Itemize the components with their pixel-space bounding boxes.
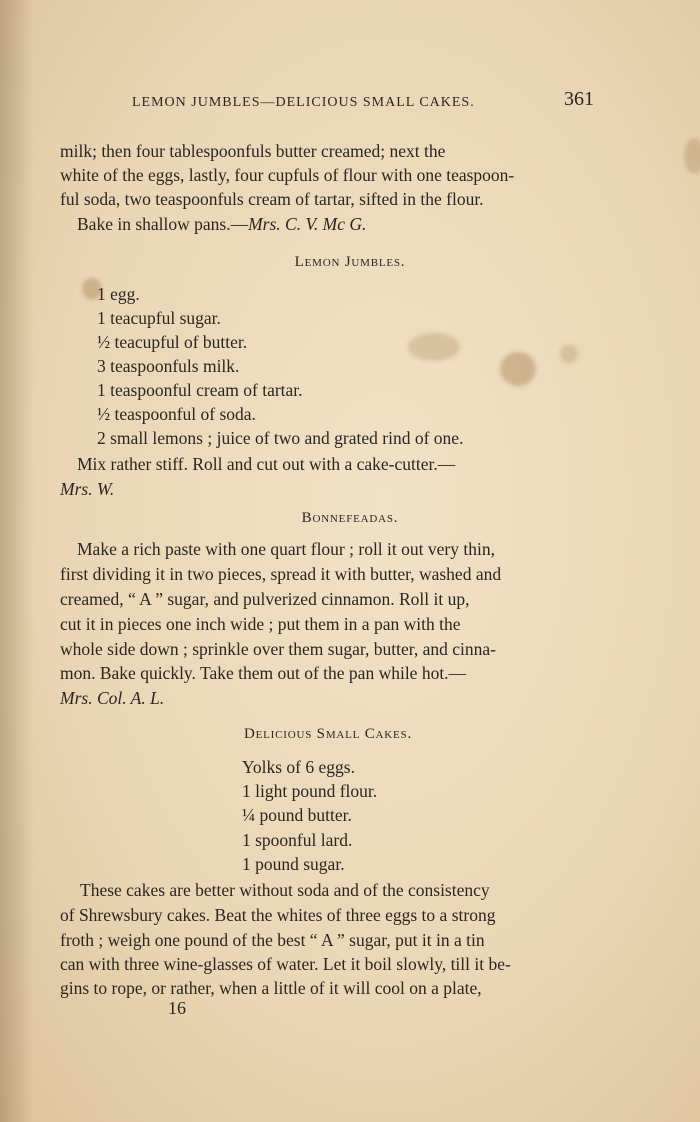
page-header — [132, 88, 602, 116]
ingredient-line: 1 teacupful sugar. — [97, 308, 221, 328]
attribution: Mrs. W. — [60, 479, 115, 499]
stain — [500, 352, 536, 386]
intro-attribution: Mrs. C. V. Mc G. — [248, 214, 367, 234]
body-line: first dividing it in two pieces, spread it with butter, washed and — [60, 564, 502, 584]
signature-mark: 16 — [168, 998, 186, 1018]
ingredient-line: 1 teaspoonful cream of tartar. — [97, 380, 303, 400]
page-number: 361 — [564, 88, 594, 110]
ingredient-line: 3 teaspoonfuls milk. — [97, 356, 240, 376]
ingredient-line: Yolks of 6 eggs. — [242, 757, 355, 777]
ingredient-line: 1 spoonful lard. — [242, 830, 353, 850]
intro-line: milk; then four tablespoonfuls butter creamed; next the — [60, 141, 446, 161]
recipe-title-lemon-jumbles: Lemon Jumbles. — [294, 254, 406, 270]
recipe-title-delicious-small-cakes: Delicious Small Cakes. — [243, 726, 413, 742]
body-line: of Shrewsbury cakes. Beat the whites of three eggs to a strong — [60, 905, 496, 925]
ingredient-line: 1 pound sugar. — [242, 854, 345, 874]
stain — [408, 333, 460, 361]
ingredient-line: ¼ pound butter. — [242, 805, 352, 825]
method-line: Mix rather stiff. Roll and cut out with a cake-cutter.— — [77, 454, 456, 474]
ingredient-line: 1 egg. — [97, 284, 140, 304]
stain — [560, 345, 578, 363]
body-line: cut it in pieces one inch wide ; put them in a pan with the — [60, 614, 461, 634]
body-line: creamed, “ A ” sugar, and pulverized cinnamon. Roll it up, — [60, 589, 470, 609]
body-line: froth ; weigh one pound of the best “ A ” sugar, put it in a tin — [60, 930, 485, 950]
intro-line: ful soda, two teaspoonfuls cream of tartar, sifted in the flour. — [60, 189, 484, 209]
binding-shadow — [0, 0, 34, 1122]
ingredient-line: ½ teacupful of butter. — [97, 332, 248, 352]
ingredient-line: 1 light pound flour. — [242, 781, 378, 801]
body-line: Make a rich paste with one quart flour ; roll it out very thin, — [77, 539, 495, 559]
recipe-title-bonnefeadas: Bonnefeadas. — [301, 510, 399, 526]
body-line: These cakes are better without soda and of the consistency — [80, 880, 490, 900]
body-line: gins to rope, or rather, when a little of it will cool on a plate, — [60, 978, 482, 998]
intro-last-line-text: Bake in shallow pans.— — [77, 214, 249, 234]
ingredient-line: ½ teaspoonful of soda. — [97, 404, 256, 424]
intro-line: white of the eggs, lastly, four cupfuls of flour with one teaspoon- — [60, 165, 515, 185]
ingredient-line: 2 small lemons ; juice of two and grated rind of one. — [97, 428, 464, 448]
stain — [684, 138, 700, 174]
intro-last-line — [77, 212, 366, 236]
attribution: Mrs. Col. A. L. — [60, 688, 165, 708]
body-line: can with three wine-glasses of water. Let it boil slowly, till it be- — [60, 954, 511, 974]
running-head: LEMON JUMBLES—DELICIOUS SMALL CAKES. — [132, 95, 475, 110]
body-line: mon. Bake quickly. Take them out of the pan while hot.— — [60, 663, 467, 683]
body-line: whole side down ; sprinkle over them sugar, butter, and cinna- — [60, 639, 496, 659]
